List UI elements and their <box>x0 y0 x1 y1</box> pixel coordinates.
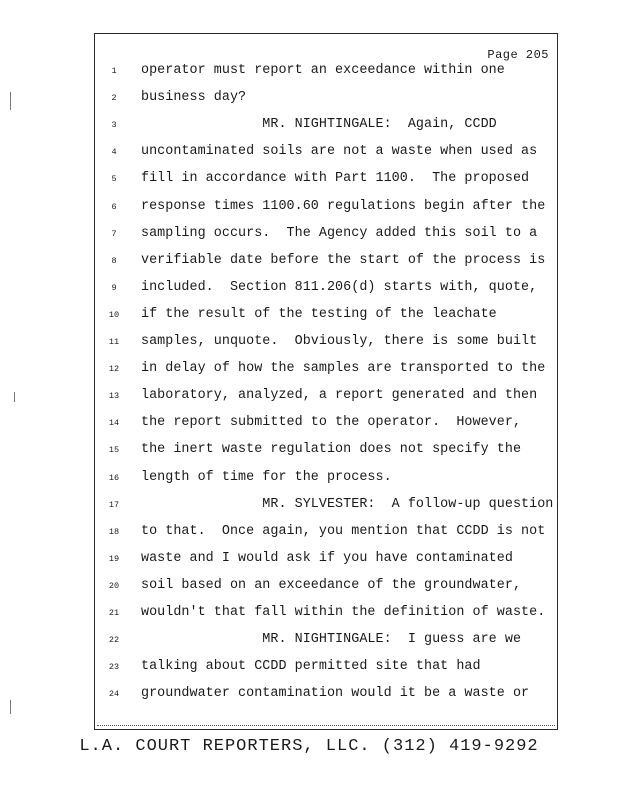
transcript-line <box>95 117 559 137</box>
transcript-line <box>95 686 559 706</box>
transcript-line <box>95 470 559 490</box>
reporter-footer: L.A. COURT REPORTERS, LLC. (312) 419-9292 <box>79 737 539 756</box>
transcript-line <box>95 605 559 625</box>
page-number: Page 205 <box>487 48 549 62</box>
line-number: 12 <box>108 364 120 375</box>
line-number: 15 <box>108 445 120 456</box>
line-text: fill in accordance with Part 1100. The proposed <box>141 171 530 187</box>
line-number: 14 <box>108 418 120 429</box>
line-number: 3 <box>111 120 117 131</box>
transcript-line <box>95 226 559 246</box>
line-number: 7 <box>111 228 117 239</box>
transcript-line <box>95 63 559 83</box>
transcript-line <box>95 280 559 300</box>
line-text: in delay of how the samples are transported to the <box>141 361 546 377</box>
transcript-line <box>95 307 559 327</box>
transcript-line <box>95 632 559 652</box>
line-text: talking about CCDD permitted site that had <box>141 659 481 675</box>
line-text: sampling occurs. The Agency added this soil to a <box>141 225 538 241</box>
transcript-line <box>95 171 559 191</box>
line-text: uncontaminated soils are not a waste when used as <box>141 144 538 160</box>
scan-mark <box>14 392 15 402</box>
line-text: MR. NIGHTINGALE: I guess are we <box>141 632 522 648</box>
line-text: business day? <box>141 90 247 106</box>
line-text: laboratory, analyzed, a report generated and then <box>141 388 538 404</box>
transcript-line <box>95 90 559 110</box>
transcript-line <box>95 388 559 408</box>
line-text: to that. Once again, you mention that CCDD is not <box>141 523 546 539</box>
line-number: 11 <box>108 337 120 347</box>
transcript-line <box>95 497 559 517</box>
line-text: if the result of the testing of the leachate <box>141 306 497 322</box>
line-text: soil based on an exceedance of the groundwater, <box>141 577 522 593</box>
transcript-line <box>95 524 559 544</box>
transcript-line <box>95 551 559 571</box>
transcript-line <box>95 578 559 598</box>
line-text: response times 1100.60 regulations begin after the <box>141 198 546 214</box>
line-number: 17 <box>108 499 120 510</box>
line-text: the inert waste regulation does not specify the <box>141 442 522 458</box>
line-text: groundwater contamination would it be a waste or <box>141 686 530 702</box>
line-number: 24 <box>108 689 120 700</box>
transcript-page <box>94 33 558 730</box>
line-number: 8 <box>111 255 117 266</box>
line-text: the report submitted to the operator. However, <box>141 415 522 431</box>
line-number: 18 <box>108 526 120 537</box>
line-number: 2 <box>111 93 117 104</box>
transcript-line <box>95 334 559 354</box>
line-number: 9 <box>111 282 117 293</box>
line-text: included. Section 811.206(d) starts with, quote, <box>141 279 538 295</box>
scan-mark <box>10 700 11 714</box>
line-text: MR. NIGHTINGALE: Again, CCDD <box>141 117 497 133</box>
line-text: waste and I would ask if you have contaminated <box>141 550 513 566</box>
transcript-line <box>95 144 559 164</box>
line-number: 6 <box>111 201 117 212</box>
scan-mark <box>10 92 11 110</box>
line-number: 13 <box>108 391 120 402</box>
line-number: 5 <box>111 174 117 185</box>
line-text: MR. SYLVESTER: A follow-up question <box>141 496 554 512</box>
transcript-line <box>95 415 559 435</box>
transcript-line <box>95 659 559 679</box>
line-number: 20 <box>108 580 120 591</box>
line-number: 16 <box>108 472 120 483</box>
line-text: verifiable date before the start of the process is <box>141 252 546 268</box>
line-text: length of time for the process. <box>141 469 392 485</box>
line-text: operator must report an exceedance within one <box>141 63 505 78</box>
line-number: 4 <box>111 147 117 158</box>
transcript-line <box>95 199 559 219</box>
line-text: samples, unquote. Obviously, there is some built <box>141 334 538 349</box>
line-number: 22 <box>108 635 120 646</box>
line-number: 23 <box>108 662 120 673</box>
line-number: 1 <box>111 66 117 76</box>
line-number: 19 <box>108 553 120 564</box>
transcript-line <box>95 253 559 273</box>
line-text: wouldn't that fall within the definition of waste. <box>141 605 546 620</box>
transcript-line <box>95 361 559 381</box>
transcript-line <box>95 442 559 462</box>
line-number: 21 <box>108 608 120 618</box>
line-number: 10 <box>108 309 120 320</box>
